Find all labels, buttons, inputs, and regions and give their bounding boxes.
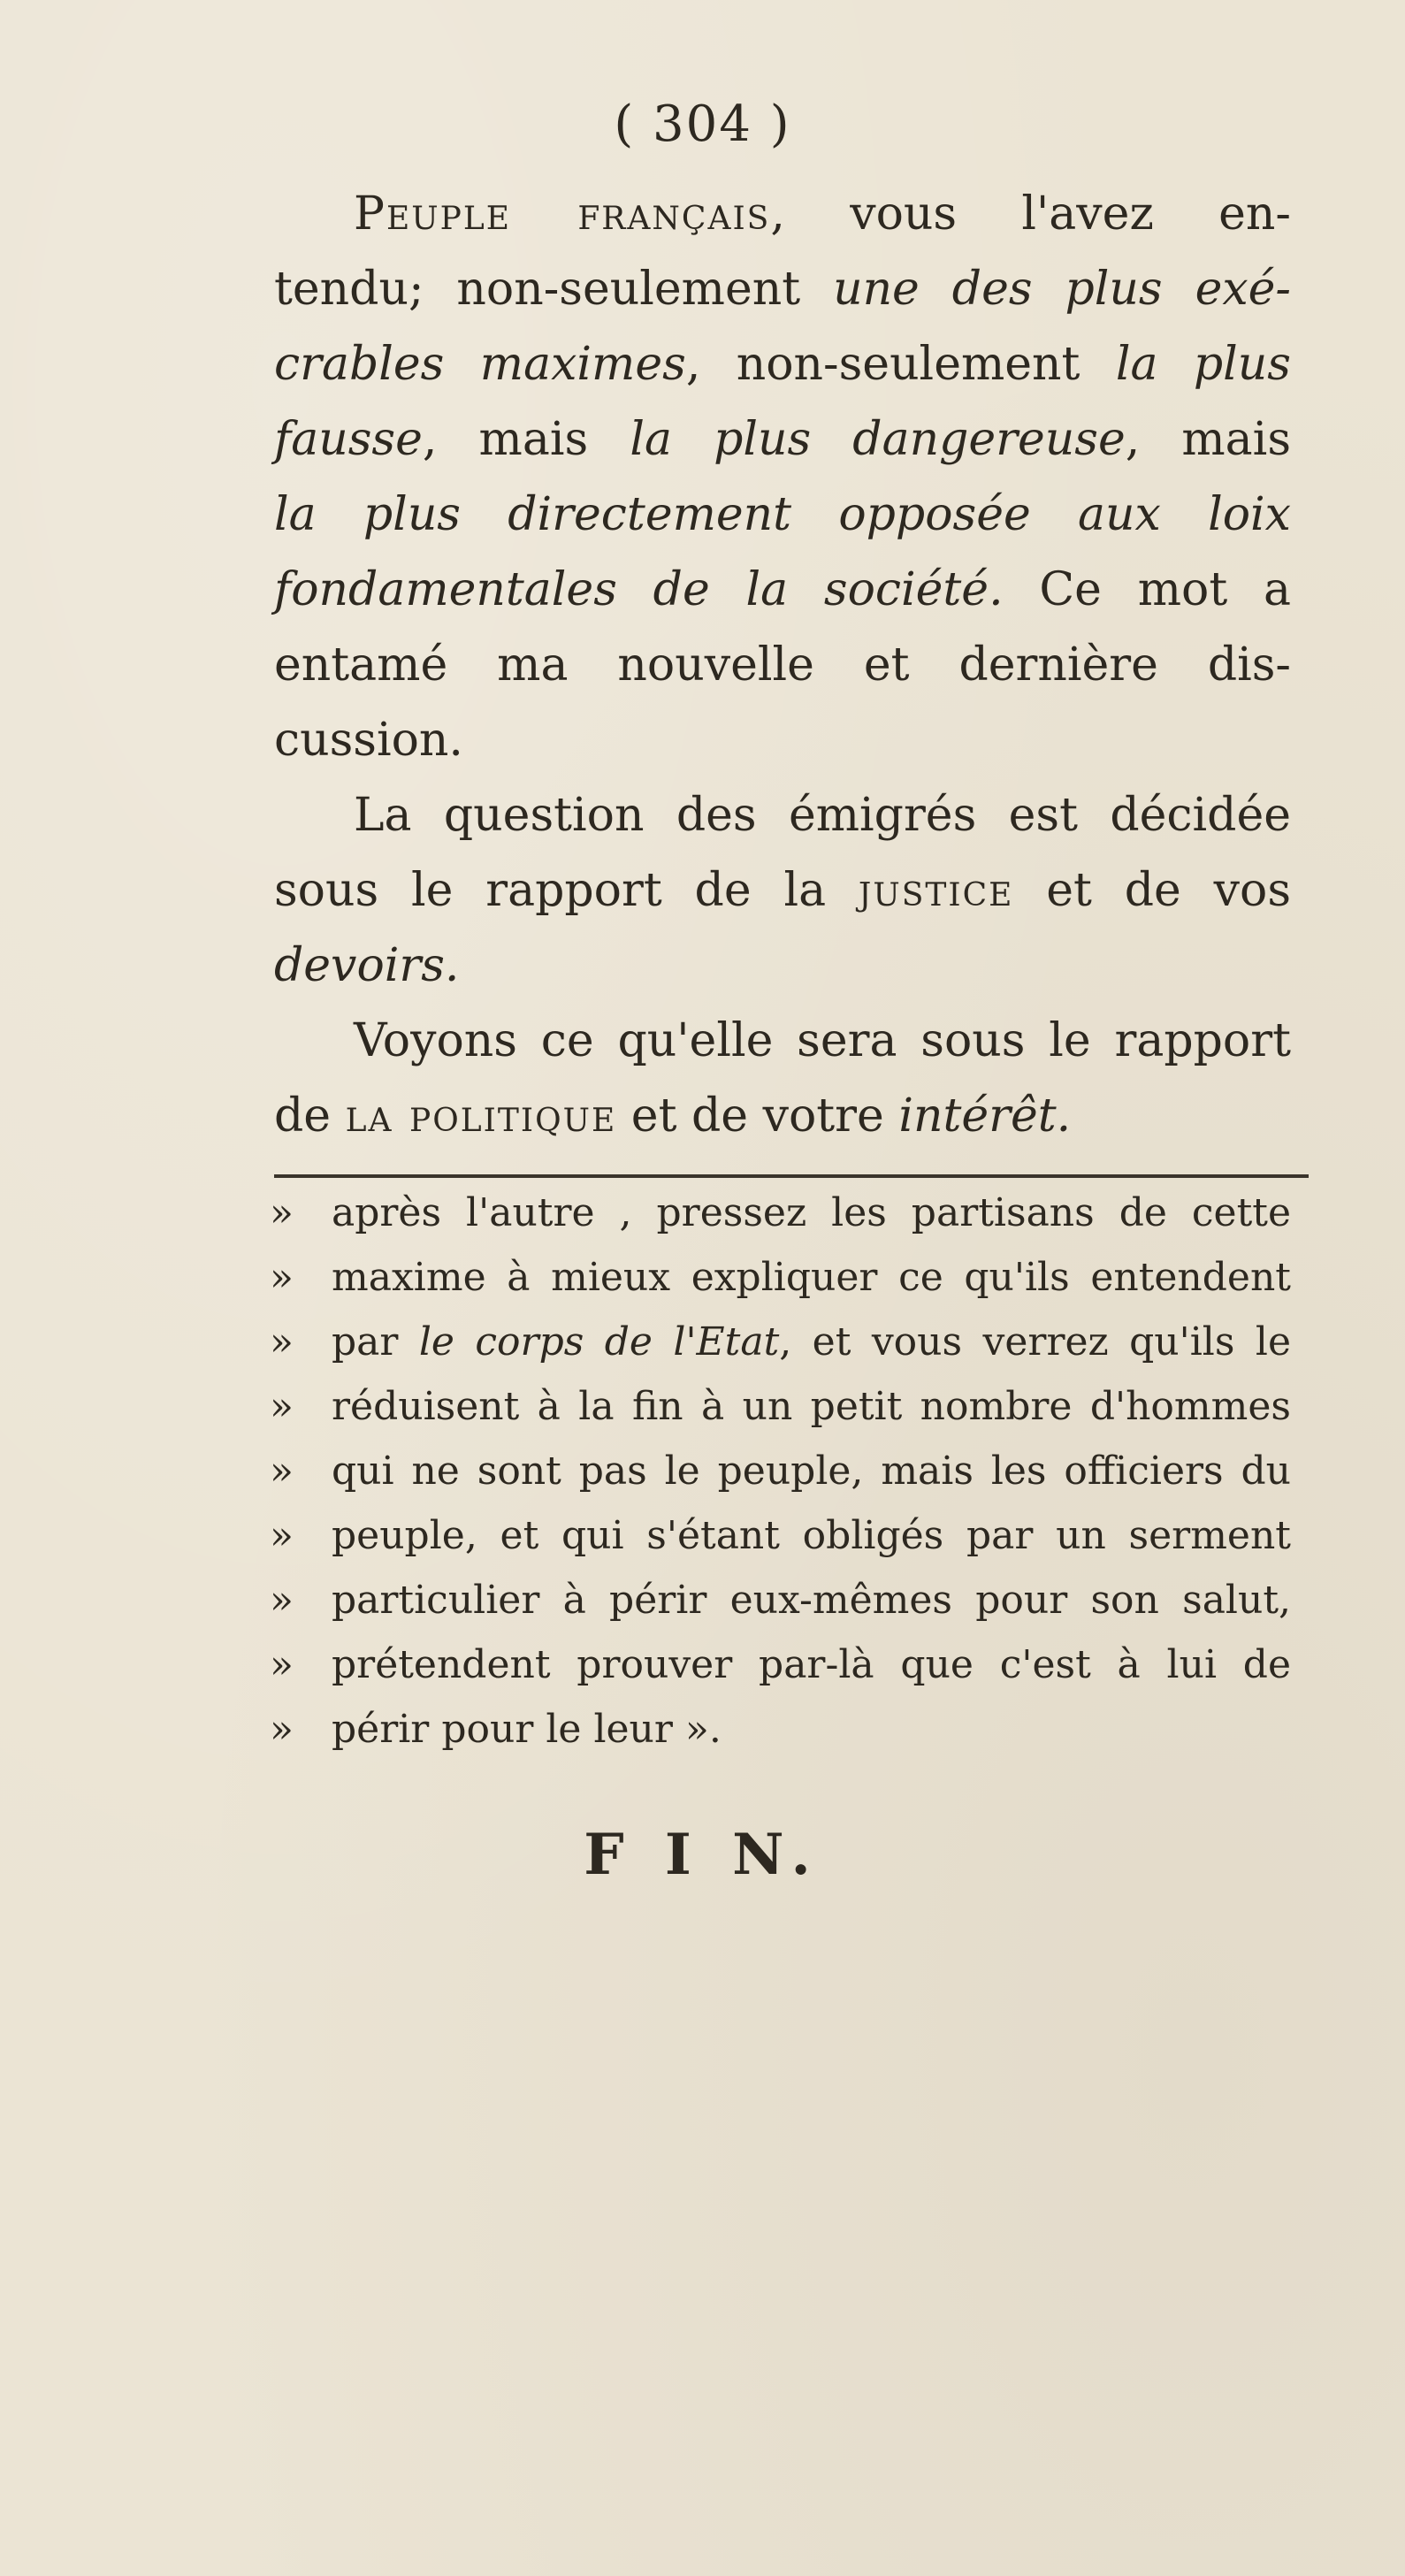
text-span: , mais (1125, 413, 1292, 466)
quote-mark: » (270, 1707, 294, 1752)
italic-text: le corps de l'Etat (418, 1319, 780, 1364)
text-span: et de votre (616, 1089, 899, 1143)
quote-text (332, 1310, 1291, 1374)
quote-text: après l'autre , pressez les partisans de cette (332, 1190, 1291, 1235)
quote-mark: » (270, 1319, 294, 1364)
paragraph-2-line-2 (274, 853, 1291, 929)
small-caps-text: justice (858, 864, 1014, 917)
small-caps-text: Peuple français (354, 187, 771, 241)
text-span: tendu; non-seulement (274, 263, 834, 316)
italic-text: la plus dangereuse (630, 413, 1126, 466)
italic-text: fausse (274, 413, 423, 466)
paragraph-1-line-8: cussion. (274, 714, 463, 767)
text-span: par (332, 1319, 419, 1364)
quote-line (270, 1503, 1291, 1568)
quote-mark: » (270, 1449, 294, 1494)
italic-text: intérêt. (898, 1089, 1072, 1143)
italic-text: une des plus exé- (833, 263, 1292, 316)
quote-block (270, 1181, 1291, 1762)
paragraph-1-line-3 (274, 327, 1291, 402)
paragraph-1-line-1 (274, 177, 1291, 252)
quote-text: peuple, et qui s'étant obligés par un serment (332, 1513, 1291, 1558)
quote-line (270, 1439, 1291, 1503)
quote-text: périr pour le leur ». (332, 1707, 722, 1752)
text-span: , mais (422, 413, 630, 466)
paragraph-1-line-4 (274, 402, 1291, 478)
text-span: Ce mot a (1003, 563, 1291, 616)
paragraph-1-line-6 (274, 553, 1291, 628)
quote-line (270, 1181, 1291, 1245)
italic-text: crables maximes (274, 338, 686, 391)
quote-text: qui ne sont pas le peuple, mais les officiers du (332, 1449, 1291, 1494)
paragraph-1-line-7: entamé ma nouvelle et dernière dis- (274, 638, 1291, 692)
quote-text: prétendent prouver par-là que c'est à lui de (332, 1642, 1291, 1687)
paragraph-2-line-1: La question des émigrés est décidée (354, 789, 1291, 842)
text-span: sous le rapport de la (274, 864, 859, 917)
quote-mark: » (270, 1190, 294, 1235)
text-span: de (274, 1089, 346, 1143)
quote-mark: » (270, 1384, 294, 1429)
paragraph-3-line-1: Voyons ce qu'elle sera sous le rapport (354, 1014, 1291, 1067)
main-text (274, 177, 1291, 1154)
quote-line (270, 1374, 1291, 1439)
italic-text: fondamentales de la société. (274, 563, 1004, 616)
quote-mark: » (270, 1642, 294, 1687)
quote-text: particulier à périr eux-mêmes pour son salut, (332, 1578, 1291, 1623)
small-caps-text: la politique (345, 1089, 617, 1143)
text-span: et de vos (1013, 864, 1292, 917)
paragraph-1-line-2 (274, 252, 1291, 327)
fin-heading: F I N. (584, 1822, 821, 1888)
page-number: ( 304 ) (614, 96, 791, 153)
paragraph-2-line-3: devoirs. (274, 939, 460, 992)
quote-line (270, 1697, 1291, 1762)
italic-text: la plus (1115, 338, 1291, 391)
paragraph-3-line-2 (274, 1079, 1291, 1154)
text-span: , non-seulement (685, 338, 1116, 391)
quote-line (270, 1568, 1291, 1632)
text-span: , et vous verrez qu'ils le (779, 1319, 1291, 1364)
quote-mark: » (270, 1513, 294, 1558)
quote-mark: » (270, 1255, 294, 1300)
paragraph-1-line-5: la plus directement opposée aux loix (274, 488, 1291, 541)
quote-line (270, 1632, 1291, 1697)
quote-text: maxime à mieux expliquer ce qu'ils entendent (332, 1255, 1291, 1300)
horizontal-rule (274, 1174, 1309, 1178)
quote-line (270, 1310, 1291, 1374)
quote-mark: » (270, 1578, 294, 1623)
quote-line (270, 1245, 1291, 1310)
text-span: , vous l'avez en- (770, 187, 1291, 241)
quote-text: réduisent à la fin à un petit nombre d'hommes (332, 1384, 1291, 1429)
